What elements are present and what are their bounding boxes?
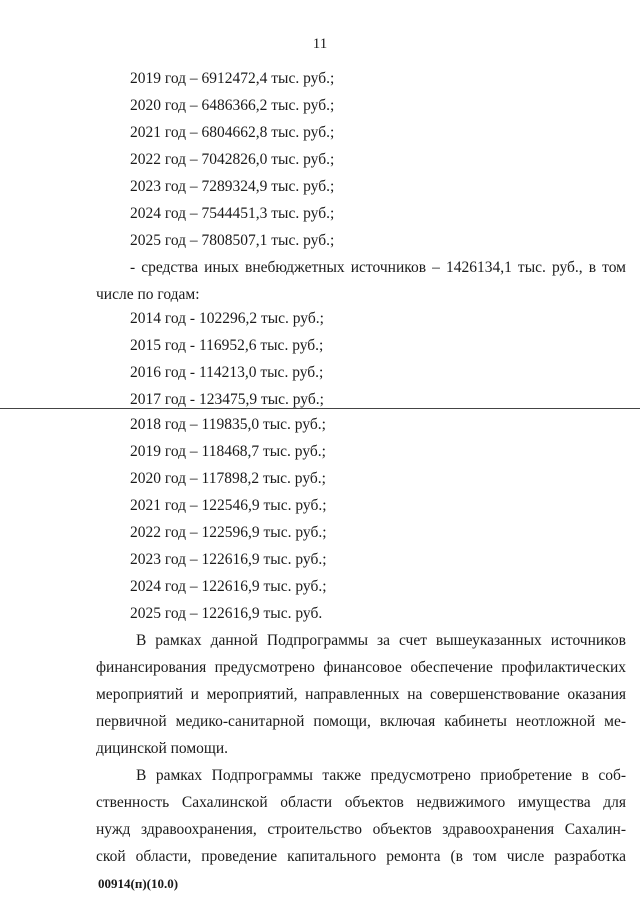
paragraph-line: ственность Сахалинской области объектов недвижимого имущества для <box>96 794 626 811</box>
paragraph-line: финансирования предусмотрено финансовое обеспечение профилактических <box>96 659 626 676</box>
paragraph-line: В рамках данной Подпрограммы за счет вышеуказанных источников <box>136 632 626 649</box>
other-sources-year: 2023 год – 122616,9 тыс. руб.; <box>130 551 327 568</box>
other-sources-year: 2018 год – 119835,0 тыс. руб.; <box>130 416 326 433</box>
other-sources-intro-cont: числе по годам: <box>96 286 200 303</box>
budget-line: 2021 год – 6804662,8 тыс. руб.; <box>130 124 335 141</box>
other-sources-year: 2016 год - 114213,0 тыс. руб.; <box>130 364 324 381</box>
paragraph-line: первичной медико-санитарной помощи, включая кабинеты неотложной ме- <box>96 713 626 730</box>
other-sources-year: 2020 год – 117898,2 тыс. руб.; <box>130 470 326 487</box>
other-sources-year: 2014 год - 102296,2 тыс. руб.; <box>130 310 324 327</box>
other-sources-year: 2021 год – 122546,9 тыс. руб.; <box>130 497 327 514</box>
page-number: 11 <box>312 36 328 52</box>
other-sources-intro: - средства иных внебюджетных источников – 1426134,1 тыс. руб., в том <box>130 259 626 276</box>
budget-line: 2023 год – 7289324,9 тыс. руб.; <box>130 178 335 195</box>
document-code: 00914(п)(10.0) <box>98 876 179 891</box>
other-sources-year: 2019 год – 118468,7 тыс. руб.; <box>130 443 326 460</box>
other-sources-year: 2025 год – 122616,9 тыс. руб. <box>130 605 323 622</box>
paragraph-line: мероприятий и мероприятий, направленных на совершенствование оказания <box>96 686 626 703</box>
other-sources-year: 2022 год – 122596,9 тыс. руб.; <box>130 524 327 541</box>
budget-line: 2019 год – 6912472,4 тыс. руб.; <box>130 70 335 87</box>
budget-line: 2022 год – 7042826,0 тыс. руб.; <box>130 151 335 168</box>
other-sources-year: 2024 год – 122616,9 тыс. руб.; <box>130 578 327 595</box>
paragraph-line: ской области, проведение капитального ремонта (в том числе разработка <box>96 848 626 865</box>
paragraph-line: В рамках Подпрограммы также предусмотрено приобретение в соб- <box>136 767 626 784</box>
paragraph-line: дицинской помощи. <box>96 740 229 757</box>
budget-line: 2020 год – 6486366,2 тыс. руб.; <box>130 97 335 114</box>
other-sources-year: 2015 год - 116952,6 тыс. руб.; <box>130 337 324 354</box>
paragraph-line: нужд здравоохранения, строительство объектов здравоохранения Сахалин- <box>96 821 626 838</box>
other-sources-year: 2017 год - 123475,9 тыс. руб.; <box>130 391 324 408</box>
budget-line: 2024 год – 7544451,3 тыс. руб.; <box>130 205 335 222</box>
scan-divider-line <box>0 408 640 409</box>
budget-line: 2025 год – 7808507,1 тыс. руб.; <box>130 232 335 249</box>
